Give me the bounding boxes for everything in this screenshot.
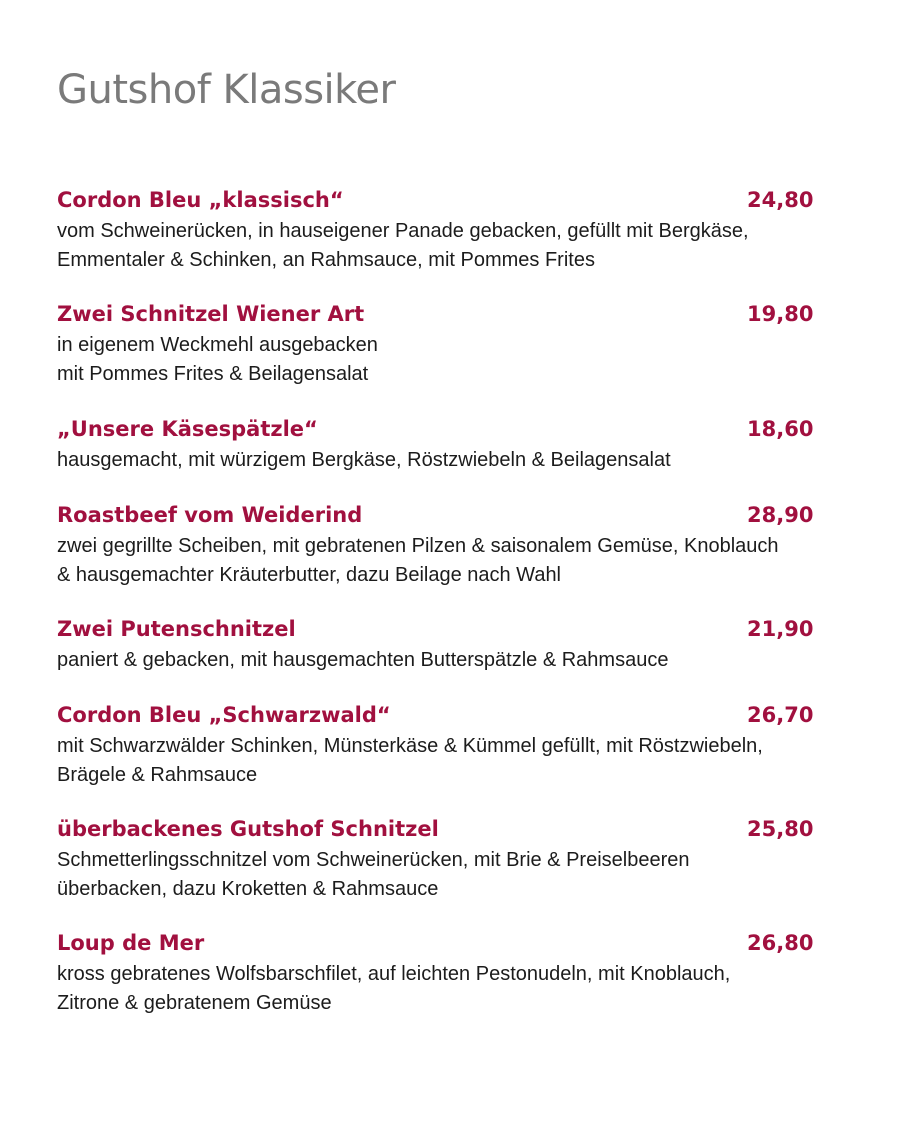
menu-item-header bbox=[57, 926, 867, 960]
menu-item-header bbox=[57, 812, 867, 846]
menu-item-price: 18,60 bbox=[747, 417, 814, 441]
menu-item bbox=[57, 498, 867, 590]
menu-item bbox=[57, 698, 867, 790]
menu-item-description-line: mit Schwarzwälder Schinken, Münsterkäse & Kümmel gefüllt, mit Röstzwiebeln, bbox=[57, 735, 763, 757]
menu-item bbox=[57, 612, 867, 675]
menu-item-description-line: & hausgemachter Kräuterbutter, dazu Beilage nach Wahl bbox=[57, 564, 562, 586]
menu-item-description-line: überbacken, dazu Kroketten & Rahmsauce bbox=[57, 878, 439, 900]
menu-item-price: 28,90 bbox=[747, 503, 814, 527]
page-title: Gutshof Klassiker bbox=[57, 67, 396, 113]
menu-item-name: Loup de Mer bbox=[57, 931, 205, 955]
menu-item-price: 21,90 bbox=[747, 617, 814, 641]
menu-item-header bbox=[57, 183, 867, 217]
menu-item-description-line: kross gebratenes Wolfsbarschfilet, auf leichten Pestonudeln, mit Knoblauch, bbox=[57, 963, 731, 985]
menu-item bbox=[57, 183, 867, 275]
menu-item bbox=[57, 812, 867, 904]
menu-item-description-line: mit Pommes Frites & Beilagensalat bbox=[57, 363, 369, 385]
menu-item-description-line: in eigenem Weckmehl ausgebacken bbox=[57, 334, 378, 356]
menu-item-description-line: Schmetterlingsschnitzel vom Schweinerücken, mit Brie & Preiselbeeren bbox=[57, 849, 690, 871]
menu-item bbox=[57, 412, 867, 475]
menu-item-name: Roastbeef vom Weiderind bbox=[57, 503, 363, 527]
menu-item-name: Cordon Bleu „klassisch“ bbox=[57, 188, 344, 212]
menu-item-header bbox=[57, 297, 867, 331]
menu-item-description-line: vom Schweinerücken, in hauseigener Panade gebacken, gefüllt mit Bergkäse, bbox=[57, 220, 749, 242]
menu-item-name: Zwei Schnitzel Wiener Art bbox=[57, 302, 365, 326]
menu-item-price: 26,70 bbox=[747, 703, 814, 727]
menu-item-name: überbackenes Gutshof Schnitzel bbox=[57, 817, 439, 841]
menu-item-description-line: zwei gegrillte Scheiben, mit gebratenen Pilzen & saisonalem Gemüse, Knoblauch bbox=[57, 535, 779, 557]
menu-item-name: Zwei Putenschnitzel bbox=[57, 617, 296, 641]
menu-item-description-line: Brägele & Rahmsauce bbox=[57, 764, 258, 786]
menu-item-description-line: hausgemacht, mit würzigem Bergkäse, Röstzwiebeln & Beilagensalat bbox=[57, 449, 671, 471]
menu-item-description-line: Emmentaler & Schinken, an Rahmsauce, mit Pommes Frites bbox=[57, 249, 595, 271]
menu-item bbox=[57, 297, 867, 389]
menu-item-name: Cordon Bleu „Schwarzwald“ bbox=[57, 703, 391, 727]
menu-item-description-line: Zitrone & gebratenem Gemüse bbox=[57, 992, 332, 1014]
menu-item-description-line: paniert & gebacken, mit hausgemachten Butterspätzle & Rahmsauce bbox=[57, 649, 669, 671]
menu-item-price: 19,80 bbox=[747, 302, 814, 326]
menu-item-price: 25,80 bbox=[747, 817, 814, 841]
menu-item-header bbox=[57, 698, 867, 732]
menu-item-price: 24,80 bbox=[747, 188, 814, 212]
menu-item-price: 26,80 bbox=[747, 931, 814, 955]
menu-item bbox=[57, 926, 867, 1018]
menu-item-header bbox=[57, 498, 867, 532]
menu-item-header bbox=[57, 612, 867, 646]
menu-item-name: „Unsere Käsespätzle“ bbox=[57, 417, 318, 441]
menu-item-header bbox=[57, 412, 867, 446]
